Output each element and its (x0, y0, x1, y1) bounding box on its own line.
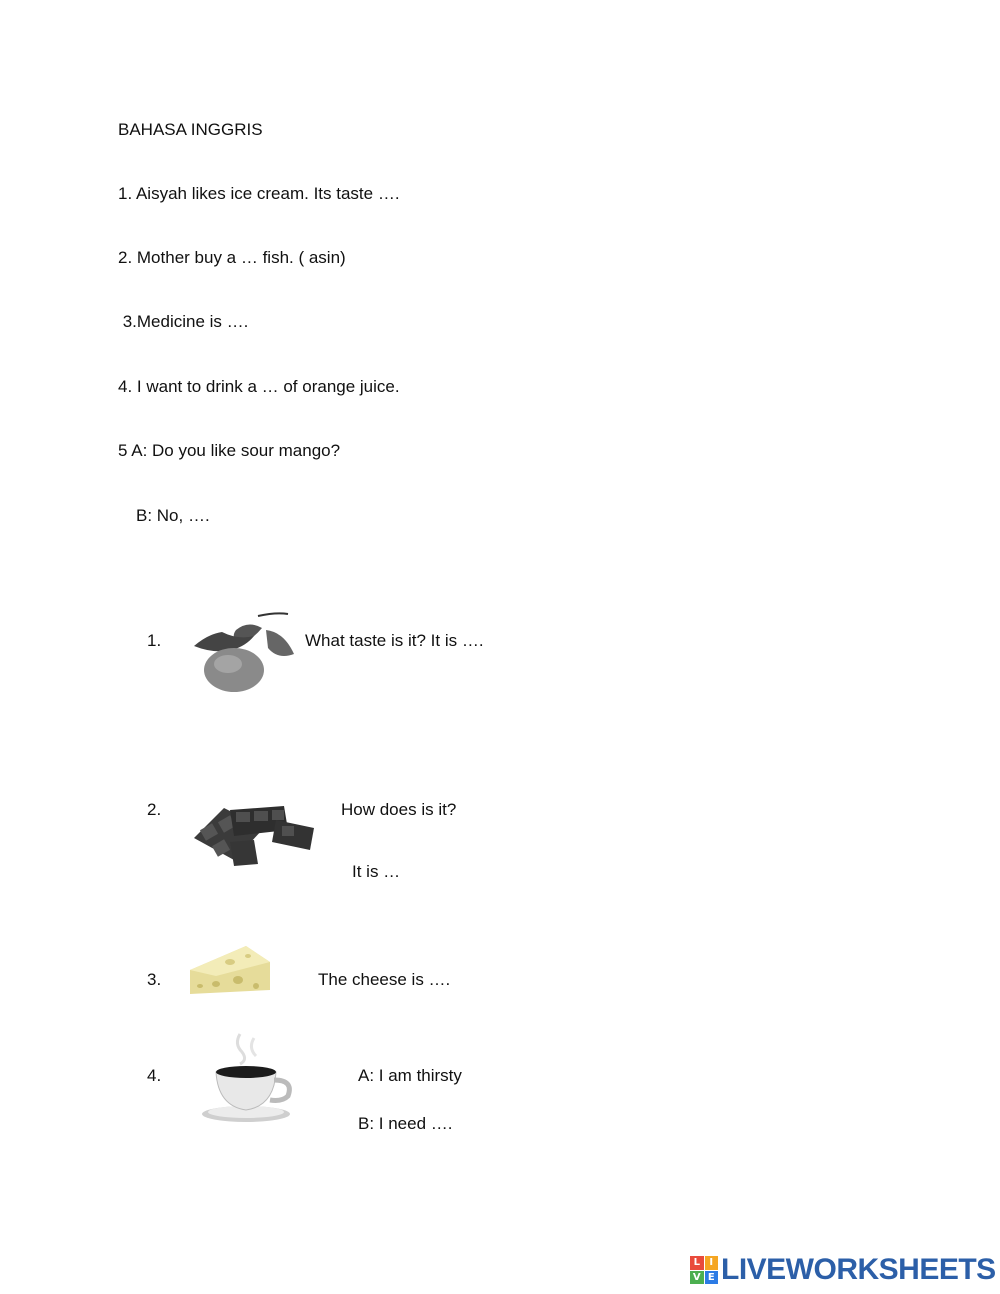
question-3: 3.Medicine is …. (118, 312, 249, 331)
picture-question-2-text-1: How does is it? (341, 800, 457, 819)
picture-question-3-text: The cheese is …. (318, 970, 451, 989)
liveworksheets-logo (690, 1252, 996, 1288)
picture-question-4-text-1: A: I am thirsty (358, 1066, 462, 1085)
picture-question-2-number: 2. (147, 800, 162, 819)
picture-question-1-number: 1. (147, 631, 162, 650)
coffee-cup-icon (200, 1030, 296, 1126)
chocolate-icon (184, 798, 318, 876)
cheese-icon (186, 942, 274, 996)
question-5-b: B: No, …. (136, 506, 210, 525)
picture-question-2-text-2: It is … (352, 862, 401, 881)
picture-question-1-text: What taste is it? It is …. (305, 631, 484, 650)
question-2: 2. Mother buy a … fish. ( asin) (118, 248, 346, 267)
logo-mark-icon: L I V E (690, 1256, 718, 1284)
question-1: 1. Aisyah likes ice cream. Its taste …. (118, 184, 400, 203)
question-4: 4. I want to drink a … of orange juice. (118, 377, 400, 396)
picture-question-3-number: 3. (147, 970, 162, 989)
lemon-icon (188, 610, 300, 696)
page-title: BAHASA INGGRIS (118, 120, 263, 139)
picture-question-4-number: 4. (147, 1066, 162, 1085)
question-5-a: 5 A: Do you like sour mango? (118, 441, 341, 460)
logo-text: LIVEWORKSHEETS (721, 1253, 996, 1286)
picture-question-4-text-2: B: I need …. (358, 1114, 453, 1133)
